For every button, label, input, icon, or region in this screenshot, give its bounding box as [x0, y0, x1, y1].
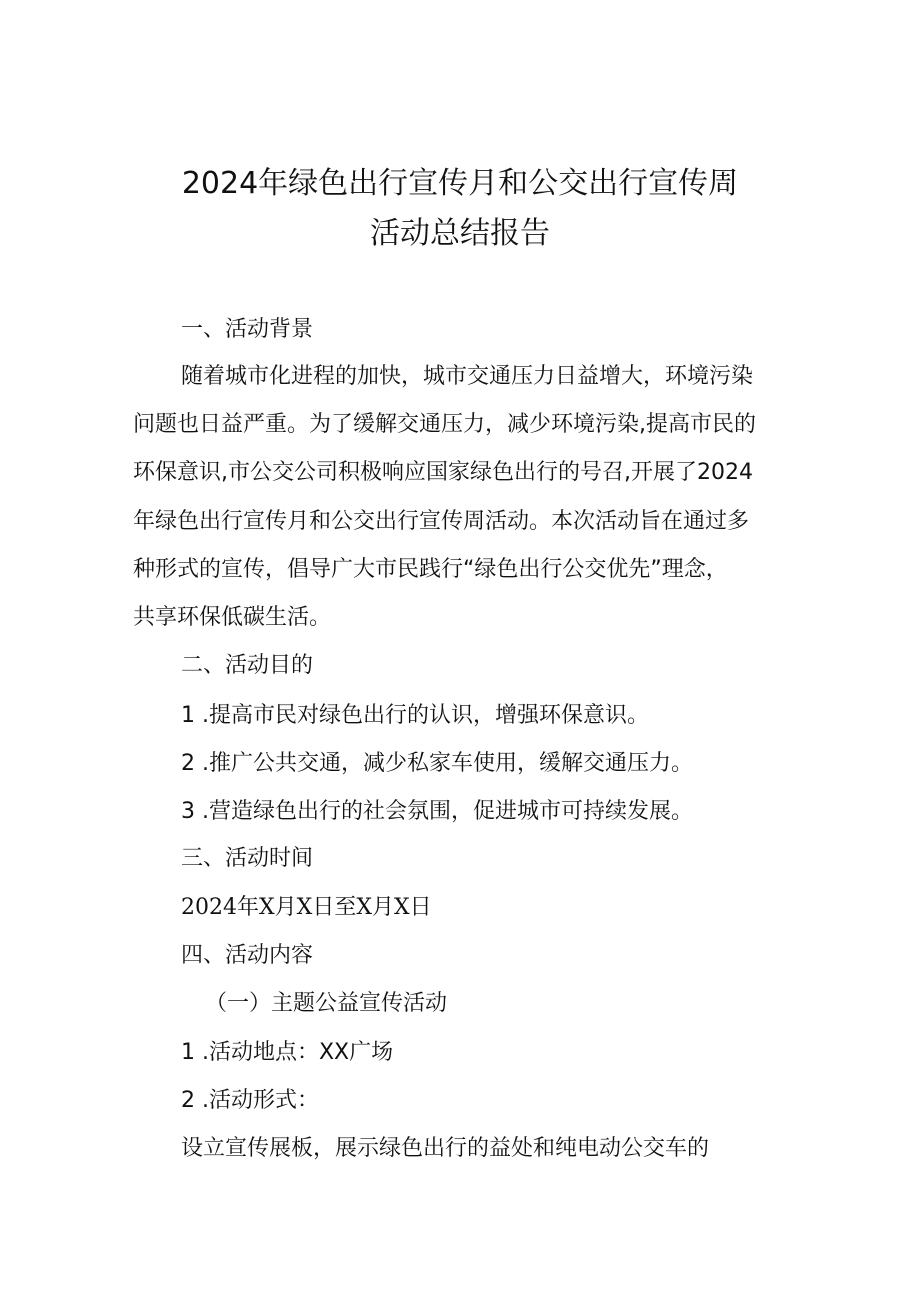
paragraph-line: 设立宣传展板，展示绿色出行的益处和纯电动公交车的 — [181, 1136, 710, 1161]
subsection-heading-theme: （一）主题公益宣传活动 — [205, 991, 448, 1016]
content-item: 2 .活动形式： — [181, 1088, 319, 1113]
document-title-line-1: 2024年绿色出行宣传月和公交出行宣传周 — [181, 166, 739, 201]
goal-item: 3 .营造绿色出行的社会氛围，促进城市可持续发展。 — [181, 799, 693, 824]
paragraph-line: 随着城市化进程的加快，城市交通压力日益增大，环境污染 — [181, 364, 754, 389]
section-heading-goals: 二、活动目的 — [181, 653, 314, 678]
activity-time-text: 2024年X月X日至X月X日 — [181, 895, 432, 920]
paragraph-line: 种形式的宣传，倡导广大市民践行“绿色出行公交优先”理念， — [133, 557, 728, 582]
paragraph-line: 问题也日益严重。为了缓解交通压力，减少环境污染,提高市民的 — [133, 412, 756, 437]
section-heading-content: 四、活动内容 — [181, 943, 314, 968]
document-title-line-2: 活动总结报告 — [370, 216, 550, 251]
content-item: 1 .活动地点：XX广场 — [181, 1040, 394, 1065]
paragraph-line: 环保意识,市公交公司积极响应国家绿色出行的号召,开展了2024 — [133, 460, 753, 485]
section-heading-background: 一、活动背景 — [181, 317, 314, 342]
section-heading-time: 三、活动时间 — [181, 846, 314, 871]
paragraph-line: 共享环保低碳生活。 — [133, 605, 332, 630]
goal-item: 1 .提高市民对绿色出行的认识，增强环保意识。 — [181, 703, 649, 728]
paragraph-line: 年绿色出行宣传月和公交出行宣传周活动。本次活动旨在通过多 — [133, 509, 750, 534]
goal-item: 2 .推广公共交通，减少私家车使用，缓解交通压力。 — [181, 751, 693, 776]
